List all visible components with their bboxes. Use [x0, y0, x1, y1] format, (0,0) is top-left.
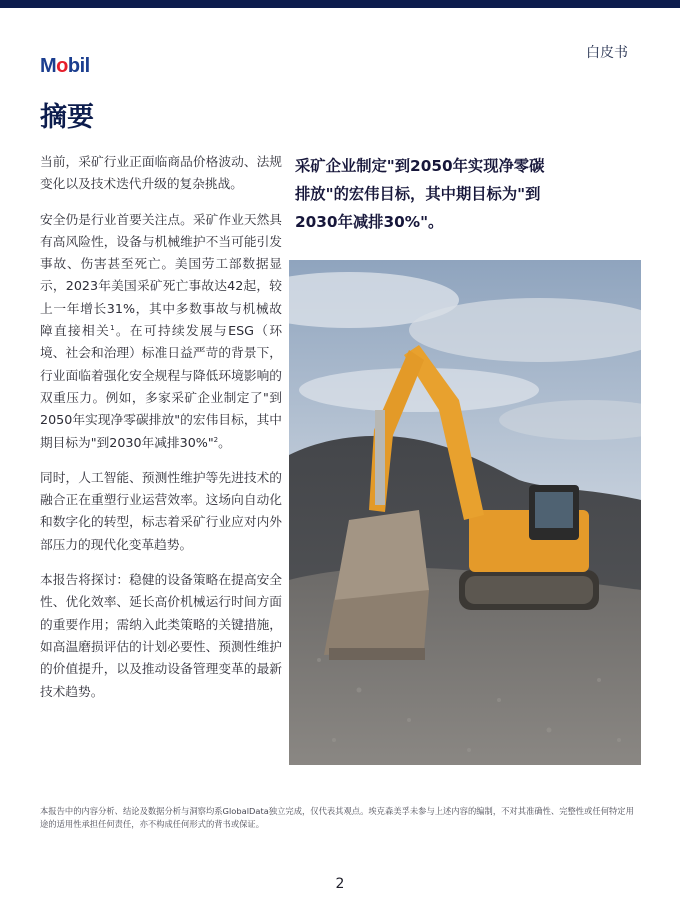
paragraph-safety-text-a: 安全仍是行业首要关注点。采矿作业天然具有高风险性，设备与机械维护不当可能引发事故、伤害甚至死亡。美国劳工部数据显示，2023年美国采矿死亡事故达42起，较上一年增长31%，其中多数事故与机械故障直接相关: [40, 211, 282, 339]
paragraph-report-scope: 本报告将探讨：稳健的设备策略在提高安全性、优化效率、延长高价机械运行时间方面的重要作用；需纳入此类策略的关键措施，如高温磨损评估的计划必要性、预测性维护的价值提升，以及推动设备管理变革的最新技术趋势。: [40, 572, 282, 699]
paragraph-intro: 当前，采矿行业正面临商品价格波动、法规变化以及技术迭代升级的复杂挑战。: [40, 154, 282, 192]
paragraph-safety-text-c: 。: [218, 434, 231, 450]
disclaimer-footnote: 本报告中的内容分析、结论及数据分析与洞察均系GlobalData独立完成，仅代表其观点。埃克森美孚未参与上述内容的编制，不对其准确性、完整性或任何特定用途的适用性承担任何责任，亦不构成任何形式的背书或保证。: [40, 806, 634, 829]
logo-text-o: o: [56, 55, 68, 77]
body-text-column: [40, 151, 282, 716]
paragraph-technology: 同时，人工智能、预测性维护等先进技术的融合正在重塑行业运营效率。这场向自动化和数字化的转型，标志着采矿行业应对内外部压力的现代化变革趋势。: [40, 469, 282, 552]
top-brand-bar: [0, 0, 680, 8]
footnote-ref-2: 2: [213, 435, 219, 444]
footnote-ref-1: 1: [110, 323, 115, 332]
document-type-label: 白皮书: [586, 45, 628, 61]
paragraph-safety: [40, 209, 282, 454]
page-number: 2: [335, 876, 345, 892]
page-title: 摘要: [40, 102, 94, 133]
paragraph-safety-text-b: 。在可持续发展与ESG（环境、社会和治理）标准日益严苛的背景下，行业面临着强化安全规程与降低环境影响的双重压力。例如，多家采矿企业制定了"到2050年实现净零碳排放"的宏伟目标，其中期目标为"到2030年减排30%": [40, 323, 283, 450]
pull-quote: 采矿企业制定"到2050年实现净零碳排放"的宏伟目标，其中期目标为"到2030年减排30%"。: [295, 157, 545, 231]
logo-text-end: bil: [67, 55, 90, 77]
logo-text-start: M: [40, 55, 57, 77]
excavator-photo: [289, 260, 641, 765]
mobil-logo: [40, 55, 90, 78]
